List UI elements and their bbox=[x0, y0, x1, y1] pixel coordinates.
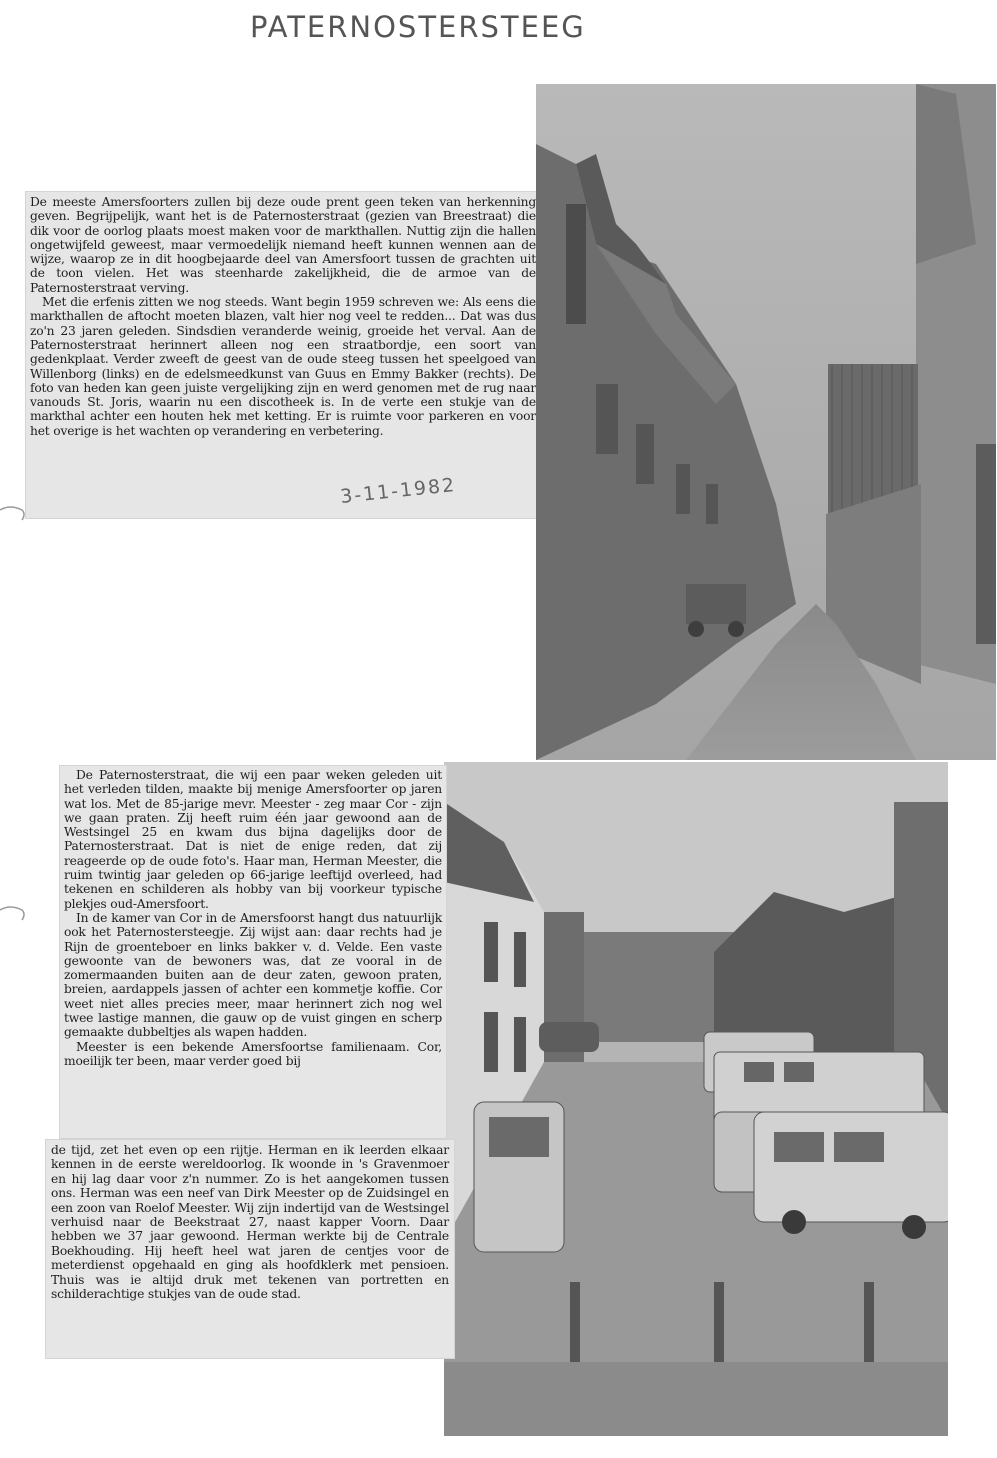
article-2-paragraph-1: De Paternosterstraat, die wij een paar weken geleden uit het verleden tilden, maakte bij menige Amersfoorter op jaren wat los. Met de 85-jarige mevr. Meester - zeg maar Cor - zijn we gaan praten. Zij heeft ruim één jaar gewoond aan de Westsingel 25 en kwam dus bijna dagelijks door de Paternosterstraat. Dat is niet de enige reden, dat zij reageerde op de oude foto's. Haar man, Herman Meester, die ruim twintig jaar geleden op 66-jarige leeftijd overleed, had tekenen en schilderen als hobby van bij voorkeur typische plekjes oud-Amersfoort. bbox=[64, 768, 442, 911]
photo-modern-parking bbox=[444, 762, 948, 1436]
photo-old-paternosterstraat bbox=[536, 84, 996, 760]
article-1-paragraph-1: De meeste Amersfoorters zullen bij deze oude prent geen teken van herkenning geven. Begrijpelijk, want het is de Paternosterstraat (gezien van Breestraat) die dik voor de oorlog plaats moest maken voor de markthallen. Nuttig zijn die hallen ongetwijfeld geweest, maar vermoedelijk niemand heeft kunnen wennen aan de wijze, waarop ze in dit hoogbejaarde deel van Amersfoort tussen de grachten uit de toon vielen. Het was steenharde zakelijkheid, die de armoe van de Paternosterstraat verving. bbox=[30, 195, 536, 295]
article-2-paragraph-2: In de kamer van Cor in de Amersfoorst hangt dus natuurlijk ook het Paternostersteegje. Zij wijst aan: daar rechts had je Rijn de groenteboer en links bakker v. d. Velde. Een vaste gewoonte van de bewoners was, dat ze vooral in de zomermaanden buiten aan de deur zaten, gewoon praten, breien, aardappels jassen of achter een kommetje koffie. Cor weet niet alles precies meer, maar herinnert zich nog wel twee lastige mannen, die gauw op de vuist gingen en scherp gemaakte dubbeltjes als wapen hadden. bbox=[64, 910, 442, 1040]
clipping-article-3 bbox=[46, 1140, 454, 1358]
handwritten-title: PATERNOSTERSTEEG bbox=[250, 10, 586, 44]
article-2-paragraph-3: Meester is een bekende Amersfoortse familienaam. Cor, moeilijk ter been, maar verder goed bij bbox=[64, 1039, 442, 1068]
handwritten-date: 3-11-1982 bbox=[339, 473, 458, 509]
article-3-paragraph-1: de tijd, zet het even op een rijtje. Herman en ik leerden elkaar kennen in de eerste wereldoorlog. Ik woonde in 's Gravenmoer en hij lag daar voor z'n nummer. Zo is het aangekomen tussen ons. Herman was een neef van Dirk Meester op de Zuidsingel en een zoon van Roelof Meester. Wij zijn indertijd van de Westsingel verhuisd naar de Beekstraat 27, naast kapper Voorn. Daar hebben we 37 jaar gewoond. Herman werkte bij de Centrale Boekhouding. Hij heeft heel wat jaren de centjes voor de meterdienst opgehaald en ging als hoofdklerk met pensioen. Thuis was ie altijd druk met tekenen van portretten en schilderachtige stukjes van de oude stad. bbox=[51, 1143, 449, 1302]
punch-hole-mark-top bbox=[0, 500, 28, 528]
clipping-article-1 bbox=[26, 192, 540, 518]
punch-hole-mark-bottom bbox=[0, 900, 28, 928]
article-1-paragraph-2: Met die erfenis zitten we nog steeds. Want begin 1959 schreven we: Als eens die markthallen de aftocht moeten blazen, valt hier nog veel te redden... Dat was dus zo'n 23 jaren geleden. Sindsdien veranderde weinig, groeide het verval. Aan de Paternosterstraat herinnert alleen nog een straatbordje, een soort van gedenkplaat. Verder zweeft de geest van de oude steeg tussen het speelgoed van Willenborg (links) en de edelsmeedkunst van Guus en Emmy Bakker (rechts). De foto van heden kan geen juiste vergelijking zijn en werd genomen met de rug naar vanouds St. Joris, waarin nu een discotheek is. In de verte een stukje van de markthal achter een houten hek met ketting. Er is ruimte voor parkeren en voor het overige is het wachten op verandering en verbetering. bbox=[30, 295, 536, 438]
clipping-article-2 bbox=[60, 766, 446, 1138]
